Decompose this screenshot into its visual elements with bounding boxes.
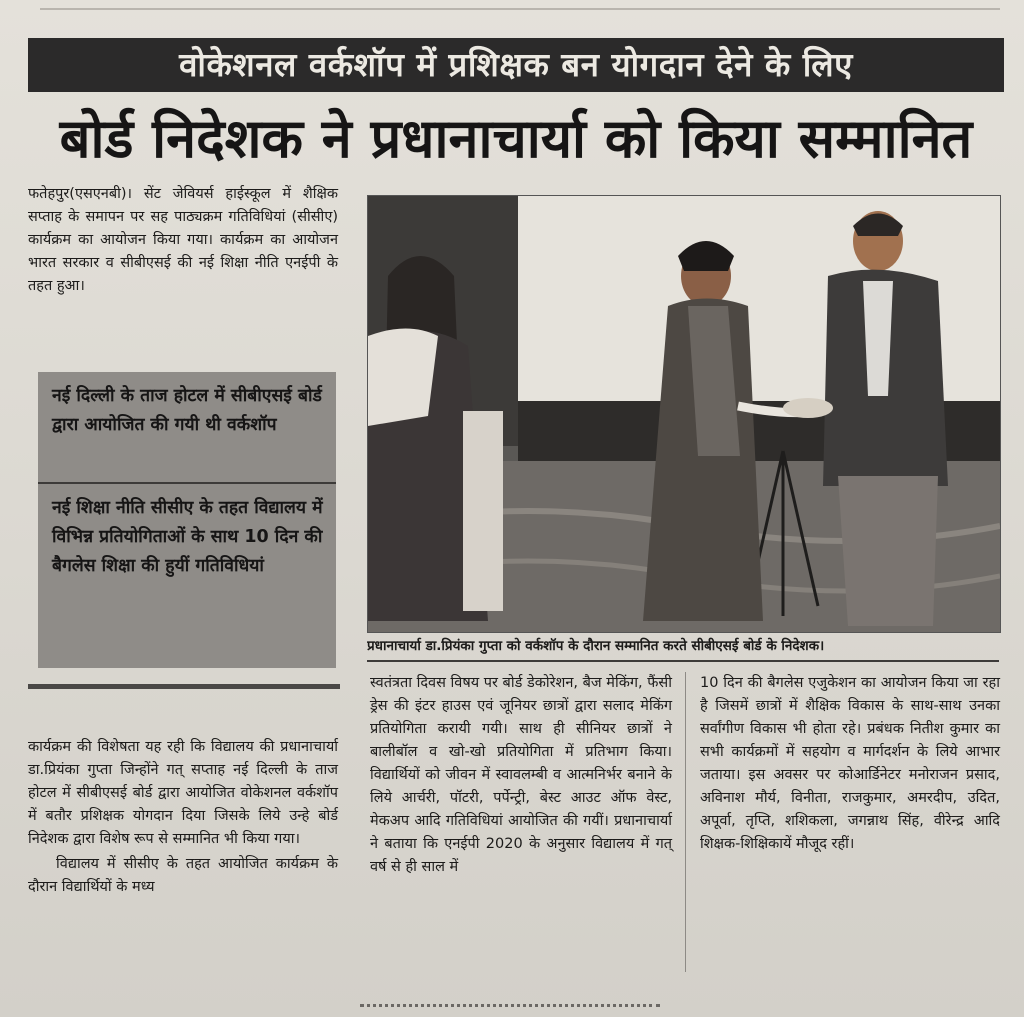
photo-illustration xyxy=(368,196,1000,632)
body-column-1 xyxy=(28,736,338,899)
headline: बोर्ड निदेशक ने प्रधानाचार्या को किया सम्मानित xyxy=(59,107,973,170)
highlights-box xyxy=(38,372,336,668)
section-rule xyxy=(28,684,340,689)
photo-caption: प्रधानाचार्या डा.प्रियंका गुप्ता को वर्कशॉप के दौरान सम्मानित करते सीबीएसई बोर्ड के निदेशक। xyxy=(367,638,825,654)
news-photo xyxy=(367,195,1001,633)
column-divider xyxy=(685,672,686,972)
lead-paragraph: फतेहपुर(एसएनबी)। सेंट जेवियर्स हाईस्कूल में शैक्षिक सप्ताह के समापन पर सह पाठ्यक्रम गतिविधियां (सीसीए) कार्यक्रम का आयोजन किया गया। कार्यक्रम का आयोजन भारत सरकार व सीबीएसई की नई शिक्षा नीति एनईपी के तहत हुआ। xyxy=(28,186,338,294)
cut-off-next-article xyxy=(360,1004,660,1015)
highlight-item: नई शिक्षा नीति सीसीए के तहत विद्यालय में विभिन्न प्रतियोगिताओं के साथ 10 दिन की बैगलेस शिक्षा की हुयीं गतिविधियां xyxy=(52,498,323,576)
highlight-item: नई दिल्ली के ताज होटल में सीबीएसई बोर्ड द्वारा आयोजित की गयी थी वर्कशॉप xyxy=(38,372,336,484)
body-column-2: स्वतंत्रता दिवस विषय पर बोर्ड डेकोरेशन, बैज मेकिंग, फैंसी ड्रेस की इंटर हाउस एवं जूनियर छात्रों द्वारा सलाद मेकिंग प्रतियोगिता करायी गयी। साथ ही सीनियर छात्रों ने बालीबॉल व खो-खो प्रतियोगिता में प्रतिभाग किया। विद्यार्थियों को जीवन में स्वावलम्बी व आत्मनिर्भर बनाने के लिये आर्चरी, पॉटरी, पर्पेन्ट्री, बेस्ट आउट ऑफ वेस्ट, मेकअप आदि गतिविधियां आयोजित की गयीं। प्रधानाचार्या ने बताया कि एनईपी 2020 के अनुसार विद्यालय में गत् वर्ष से ही साल में xyxy=(370,675,672,875)
body-paragraph: विद्यालय में सीसीए के तहत आयोजित कार्यक्रम के दौरान विद्यार्थियों के मध्य xyxy=(28,856,338,895)
top-rule xyxy=(40,8,1000,10)
shawl-gift xyxy=(783,398,833,418)
body-column-3: 10 दिन की बैगलेस एजुकेशन का आयोजन किया जा रहा है जिसमें छात्रों में शैक्षिक विकास के साथ-साथ उनका सर्वांगीण विकास भी होता रहे। प्रबंधक नितीश कुमार का सभी कार्यक्रमों में सहयोग व मार्गदर्शन के लिये आभार जताया। इस अवसर पर कोआर्डिनेटर मनोराजन प्रसाद, अविनाश मौर्य, विनीता, राजकुमार, अमरदीप, उदित, अपूर्वा, तृप्ति, शशिकला, जगन्नाथ सिंह, वीरेन्द्र आदि शिक्षक-शिक्षिकायें मौजूद रहीं। xyxy=(700,675,1000,852)
caption-rule xyxy=(367,660,999,662)
kicker-banner: वोकेशनल वर्कशॉप में प्रशिक्षक बन योगदान देने के लिए xyxy=(28,38,1004,92)
body-paragraph: कार्यक्रम की विशेषता यह रही कि विद्यालय की प्रधानाचार्या डा.प्रियंका गुप्ता जिन्होंने गत् सप्ताह नई दिल्ली के ताज होटल में सीबीएसई बोर्ड द्वारा आयोजित वोकेशनल वर्कशॉप में बतौर प्रशिक्षक योगदान दिया जिसके लिये उन्हे बोर्ड निदेशक द्वारा विशेष रूप से सम्मानित भी किया गया। xyxy=(28,739,338,847)
